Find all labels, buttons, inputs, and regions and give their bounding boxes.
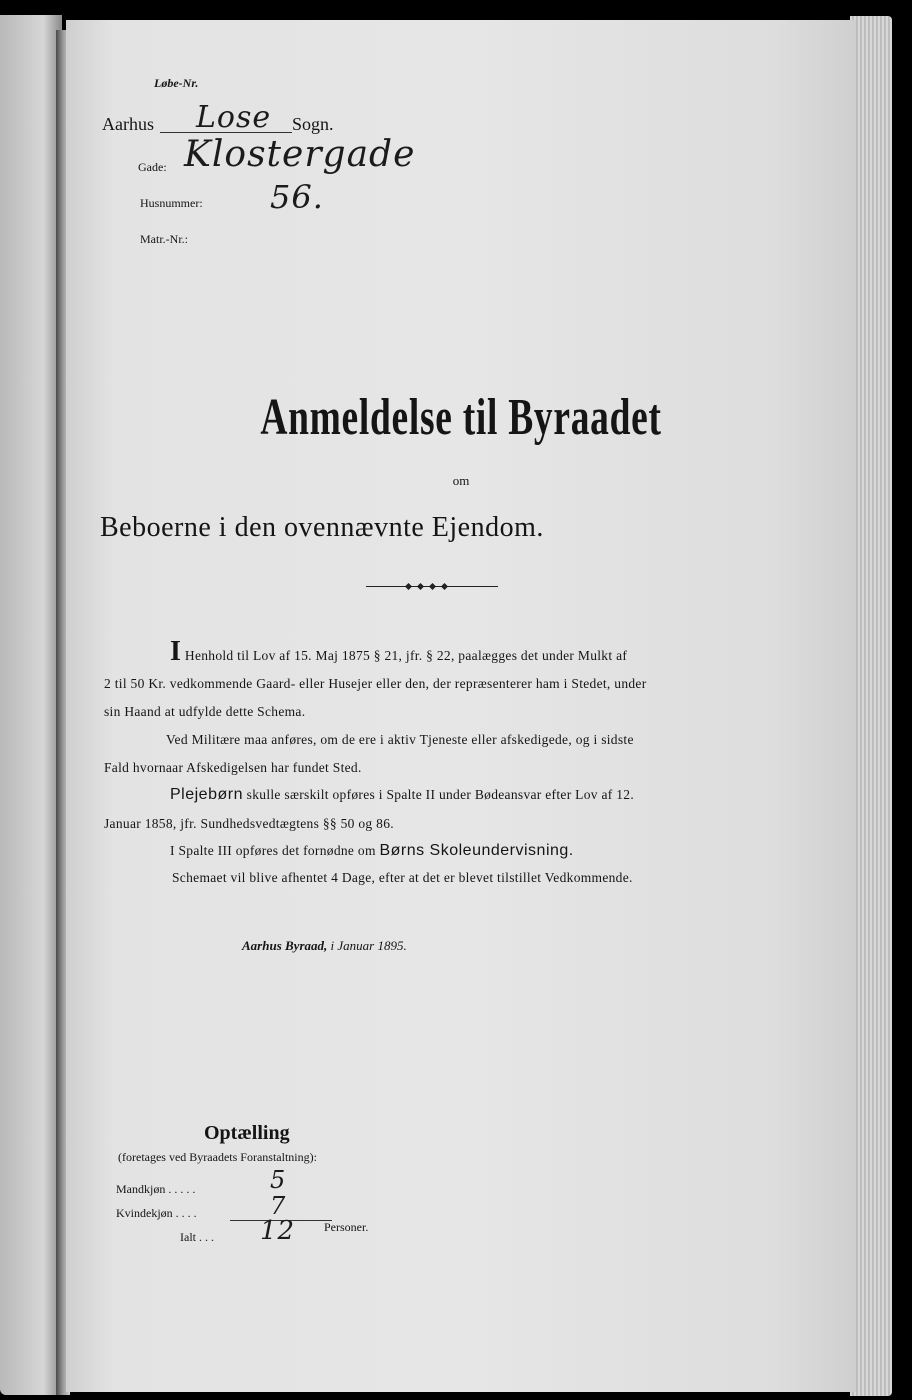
paragraph-law-line1 — [170, 636, 627, 668]
female-label: Kvindekjøn . . . . — [116, 1206, 197, 1220]
signature-council: Aarhus Byraad, — [242, 938, 328, 953]
drop-initial: I — [170, 636, 182, 667]
male-label: Mandkjøn . . . . . — [116, 1182, 196, 1196]
paragraph-foster-line1 — [170, 786, 634, 804]
house-number-handwritten: 56. — [270, 178, 324, 216]
ornament-dot — [429, 583, 436, 590]
paragraph-school-line — [170, 842, 574, 860]
document-subtitle: Beboerne i den ovennævnte Ejendom. — [100, 512, 544, 543]
male-count-handwritten: 5 — [270, 1166, 287, 1194]
foster-children-emphasis: Plejebørn — [170, 786, 243, 803]
total-count-handwritten: 12 — [260, 1216, 296, 1246]
page-stack-edges — [850, 16, 892, 1396]
parish-label: Sogn. — [292, 114, 334, 134]
city-label: Aarhus — [102, 114, 154, 134]
ornament-dot — [405, 583, 412, 590]
house-number-label: Husnummer: — [140, 196, 203, 210]
paragraph-law-line2: 2 til 50 Kr. vedkommende Gaard- eller Husejer eller den, der repræsenterer ham i Stedet, under — [104, 676, 647, 691]
signature-line — [242, 938, 407, 954]
street-handwritten: Klostergade — [184, 134, 416, 175]
title-connector: om — [452, 473, 470, 488]
ornament-dot — [441, 583, 448, 590]
left-page-edge — [0, 15, 62, 1395]
parish-handwritten: Lose — [196, 100, 272, 135]
paragraph-law-line3: sin Haand at udfylde dette Schema. — [104, 704, 306, 719]
paragraph-text: Henhold til Lov af 15. Maj 1875 § 21, jfr. § 22, paalægges det under Mulkt af — [184, 648, 628, 663]
paragraph-military-line2: Fald hvornaar Afskedigelsen har fundet Sted. — [104, 760, 362, 775]
female-count-handwritten: 7 — [270, 1192, 287, 1220]
paragraph-military-line1: Ved Militære maa anføres, om de ere i aktiv Tjeneste eller afskedigede, og i sidste — [166, 732, 634, 747]
document-page — [66, 20, 856, 1392]
street-label: Gade: — [138, 160, 167, 174]
signature-date: i Januar 1895. — [330, 938, 407, 953]
matr-nr-label: Matr.-Nr.: — [140, 232, 188, 246]
paragraph-text: skulle særskilt opføres i Spalte II under Bødeansvar efter Lov af 12. — [246, 787, 635, 802]
total-label: Ialt . . . — [180, 1230, 214, 1244]
lobe-nr-label: Løbe-Nr. — [154, 76, 199, 90]
paragraph-collection-line: Schemaet vil blive afhentet 4 Dage, efter at det er blevet tilstillet Vedkommende. — [172, 870, 633, 885]
persons-label: Personer. — [324, 1220, 369, 1234]
paragraph-text: I Spalte III opføres det fornødne om — [170, 843, 376, 858]
count-title: Optælling — [204, 1122, 290, 1144]
paragraph-foster-line2: Januar 1858, jfr. Sundhedsvedtægtens §§ 50 og 86. — [104, 816, 394, 831]
count-subtitle: (foretages ved Byraadets Foranstaltning): — [118, 1150, 317, 1164]
ornament-dot — [417, 583, 424, 590]
school-emphasis: Børns Skoleundervisning. — [379, 842, 574, 859]
document-title: Anmeldelse til Byraadet — [260, 389, 662, 446]
